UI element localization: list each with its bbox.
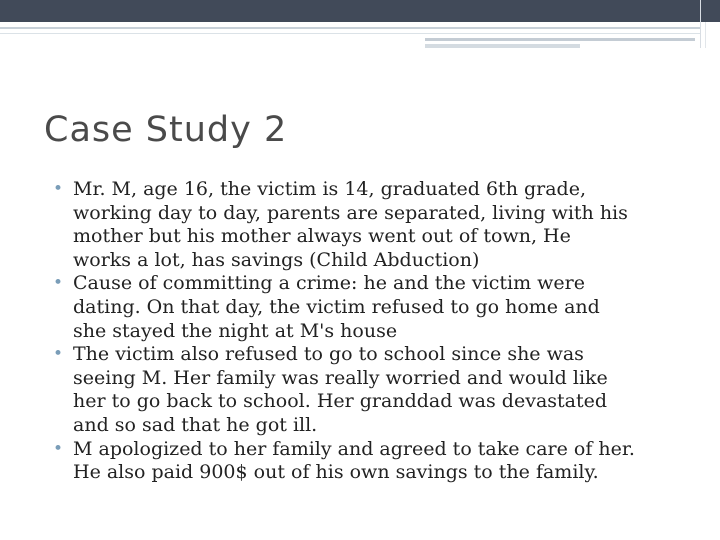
bullet-dot: • [53, 273, 64, 294]
bullet-dot: • [53, 438, 64, 459]
slide-title: Case Study 2 [44, 110, 288, 150]
bullet-line: seeing M. Her family was really worried and would like [73, 366, 608, 389]
bullet-line: M apologized to her family and agreed to take care of her. [73, 437, 635, 460]
decorative-line [0, 27, 700, 29]
bullet-line: she stayed the night at M's house [73, 319, 398, 342]
bullet-item [53, 272, 703, 343]
decorative-line [425, 44, 580, 48]
bullet-line: her to go back to school. Her granddad was devastated [73, 390, 608, 413]
bullet-dot: • [53, 179, 64, 199]
bullet-item [53, 178, 703, 272]
bullet-line: The victim also refused to go to school since she was [73, 343, 584, 366]
bullet-line: and so sad that he got ill. [73, 413, 318, 436]
header-band [0, 0, 700, 22]
bullet-line: working day to day, parents are separated, living with his [73, 201, 628, 224]
decorative-line [0, 33, 700, 34]
bullet-line: mother but his mother always went out of town, He [73, 225, 571, 248]
bullet-item [53, 438, 703, 485]
bullet-line: works a lot, has savings (Child Abduction) [73, 248, 480, 271]
bullet-item [53, 343, 703, 437]
bullet-line: He also paid 900$ out of his own savings to the family. [73, 461, 599, 484]
bullet-list [53, 178, 703, 485]
decorative-line [425, 38, 695, 41]
bullet-dot: • [53, 344, 64, 365]
bullet-line: Mr. M, age 16, the victim is 14, graduated 6th grade, [73, 178, 586, 200]
bullet-line: Cause of committing a crime: he and the victim were [73, 272, 585, 295]
header-band-corner [701, 0, 720, 22]
bullet-line: dating. On that day, the victim refused to go home and [73, 295, 600, 318]
header-divider [700, 0, 701, 48]
header-edge [705, 22, 720, 48]
